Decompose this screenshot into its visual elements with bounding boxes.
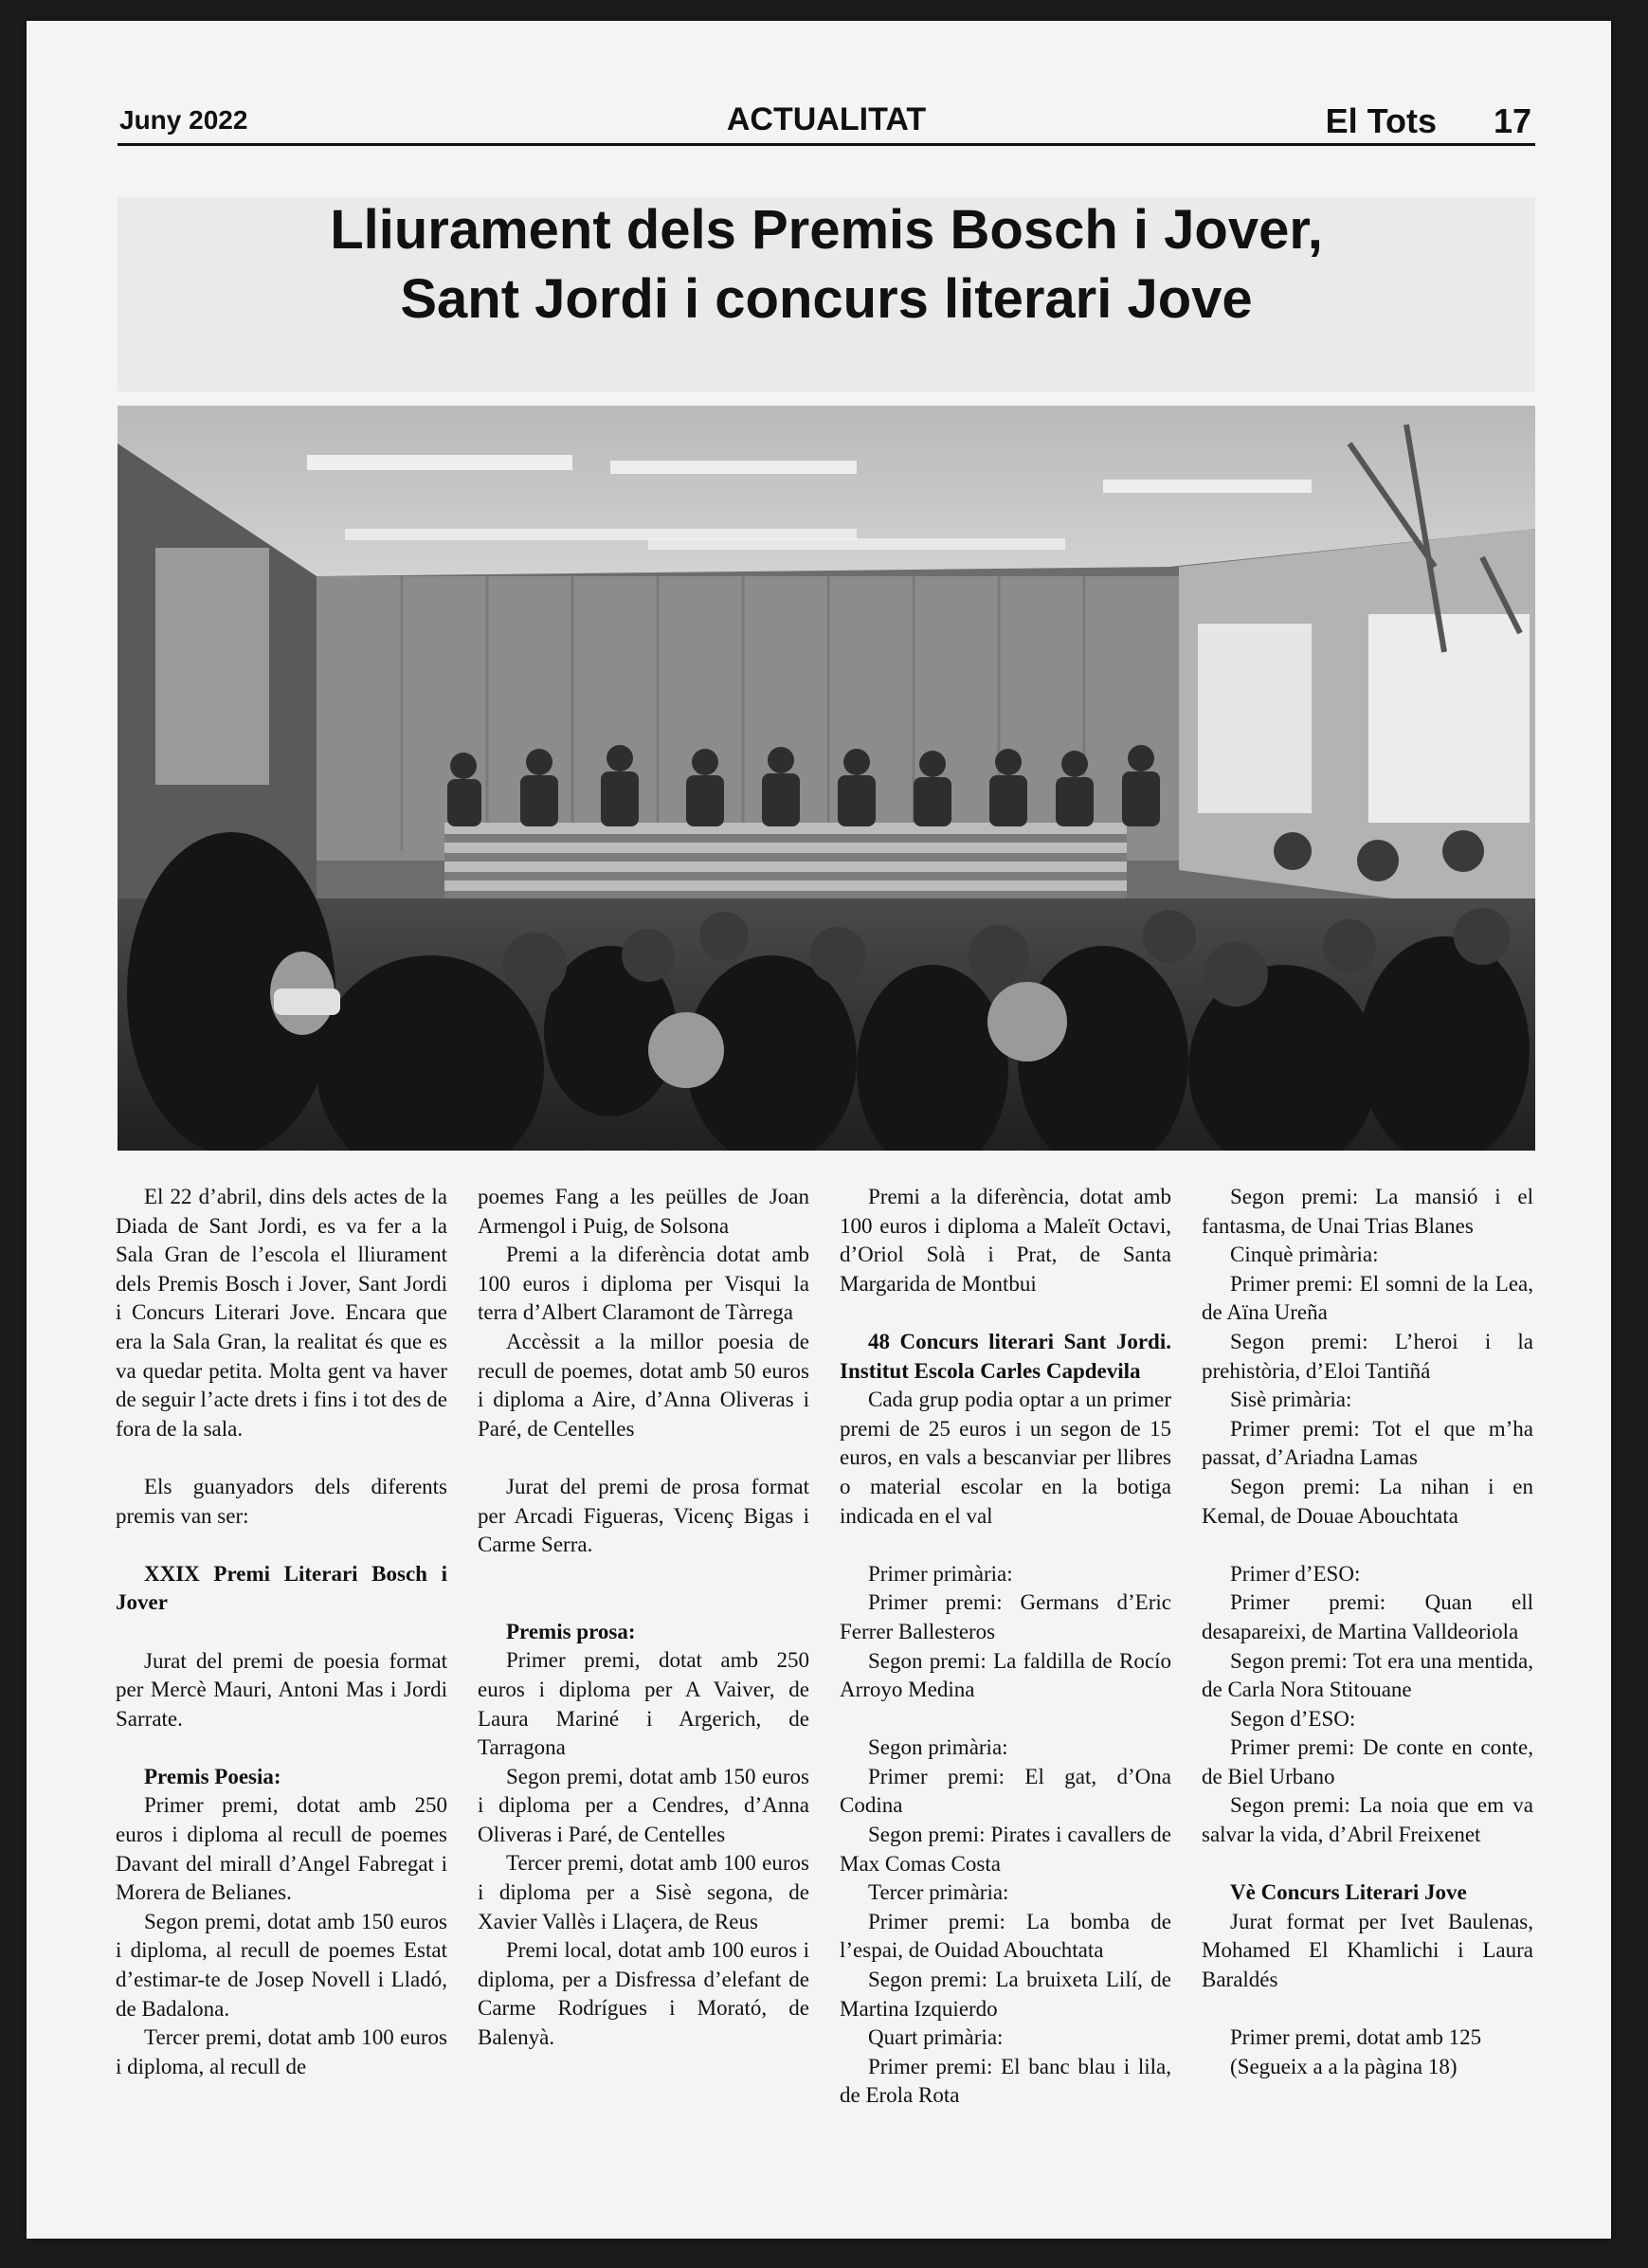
article-title <box>118 195 1535 334</box>
paragraph: Jurat del premi de poesia format per Mercè Mauri, Antoni Mas i Jordi Sarrate. <box>116 1648 447 1731</box>
winners-intro: Els guanyadors dels diferents premis van ser: <box>116 1474 447 1528</box>
paragraph: Premi a la diferència dotat amb 100 euros i diploma per Visqui la terra d’Albert Claramont de Tàrrega <box>478 1243 809 1325</box>
list-item: Primer primària: <box>868 1561 1013 1586</box>
section-name: ACTUALITAT <box>726 101 927 137</box>
list-item: Segon premi: La noia que em va salvar la vida, d’Abril Freixenet <box>1202 1793 1533 1847</box>
list-item: Primer premi: Tot el que m’ha passat, d’Ariadna Lamas <box>1202 1416 1533 1470</box>
article-body <box>116 1183 1537 2178</box>
intro-paragraph: El 22 d’abril, dins dels actes de la Diada de Sant Jordi, es va fer a la Sala Gran de l’escola el lliurament dels Premis Bosch i Jover, Sant Jordi i Concurs Literari Jove. Encara que era la Sala Gran, la realitat és que es va quedar petita. Molta gent va haver de seguir l’acte drets i fins i tot des de fora de la sala. <box>116 1185 447 1441</box>
paragraph: poemes Fang a les peülles de Joan Armengol i Puig, de Solsona <box>478 1185 809 1238</box>
paragraph: Primer premi, dotat amb 125 <box>1230 2025 1482 2050</box>
list-item: Primer premi: El banc blau i lila, de Erola Rota <box>840 2054 1171 2108</box>
list-item: Segon premi: La faldilla de Rocío Arroyo Medina <box>840 1648 1171 1702</box>
list-item: Cinquè primària: <box>1230 1243 1379 1267</box>
paragraph: Premi a la diferència, dotat amb 100 euros i diploma a Maleït Octavi, d’Oriol Solà i Prat, de Santa Margarida de Montbui <box>840 1185 1171 1296</box>
list-item: Primer d’ESO: <box>1230 1561 1361 1586</box>
page-header <box>118 101 1535 146</box>
paragraph: Accèssit a la millor poesia de recull de poemes, dotat amb 50 euros i diploma a Aire, d’Anna Oliveras i Paré, de Centelles <box>478 1329 809 1441</box>
paragraph: Segon premi, dotat amb 150 euros i diploma, al recull de poemes Estat d’estimar-te de Josep Novell i Lladó, de Badalona. <box>116 1909 447 2021</box>
list-item: Quart primària: <box>868 2025 1004 2050</box>
section-heading: XXIX Premi Literari Bosch i Jover <box>116 1561 447 1615</box>
list-item: Segon premi: Tot era una mentida, de Carla Nora Stitouane <box>1202 1648 1533 1702</box>
continuation-note: (Segueix a a la pàgina 18) <box>1230 2054 1458 2078</box>
paragraph: Primer premi, dotat amb 250 euros i diploma al recull de poemes Davant del mirall d’Angel Fabregat i Morera de Belianes. <box>116 1793 447 1905</box>
list-item: Segon premi: L’heroi i la prehistòria, d’Eloi Tantiñá <box>1202 1329 1533 1383</box>
list-item: Segon d’ESO: <box>1230 1706 1356 1731</box>
text-column-3 <box>840 1183 1171 2111</box>
issue-date: Juny 2022 <box>119 105 248 135</box>
list-item: Primer premi: El gat, d’Ona Codina <box>840 1764 1171 1818</box>
section-heading: Premis prosa: <box>506 1619 636 1643</box>
section-heading: 48 Concurs literari Sant Jordi. Institut Escola Carles Capdevila <box>840 1329 1171 1383</box>
paragraph: Tercer premi, dotat amb 100 euros i diploma per a Sisè segona, de Xavier Vallès i Llaçera, de Reus <box>478 1851 809 1933</box>
text-column-1 <box>116 1183 447 2081</box>
list-item: Sisè primària: <box>1230 1388 1352 1412</box>
award-ceremony-photo <box>118 406 1535 1151</box>
article-title-line-2: Sant Jordi i concurs literari Jove <box>400 268 1253 330</box>
section-heading: Premis Poesia: <box>144 1764 281 1788</box>
article-photo <box>118 406 1535 1151</box>
list-item: Primer premi: El somni de la Lea, de Aïna Ureña <box>1202 1271 1533 1325</box>
paragraph: Tercer premi, dotat amb 100 euros i diploma, al recull de <box>116 2025 447 2078</box>
list-item: Segon premi: La nihan i en Kemal, de Douae Abouchtata <box>1202 1474 1533 1528</box>
section-heading: Vè Concurs Literari Jove <box>1230 1880 1467 1905</box>
paragraph: Premi local, dotat amb 100 euros i diploma, per a Disfressa d’elefant de Carme Rodrígues i Morató, de Balenyà. <box>478 1938 809 2050</box>
paragraph: Jurat del premi de prosa format per Arcadi Figueras, Vicenç Bigas i Carme Serra. <box>478 1474 809 1557</box>
list-item: Segon premi: Pirates i cavallers de Max Comas Costa <box>840 1823 1171 1876</box>
list-item: Segon premi: La bruixeta Lilí, de Martina Izquierdo <box>840 1968 1171 2021</box>
publication-name: El Tots <box>1325 101 1437 140</box>
paragraph: Cada grup podia optar a un primer premi de 25 euros i un segon de 15 euros, en vals a bescanviar per llibres o material escolar en la botiga indicada en el val <box>840 1388 1171 1528</box>
list-item: Tercer primària: <box>868 1880 1009 1905</box>
paragraph: Jurat format per Ivet Baulenas, Mohamed El Khamlichi i Laura Baraldés <box>1202 1909 1533 1992</box>
list-item: Segon primària: <box>868 1735 1008 1760</box>
list-item: Segon premi: La mansió i el fantasma, de Unai Trias Blanes <box>1202 1185 1533 1238</box>
paragraph: Primer premi, dotat amb 250 euros i diploma per A Vaiver, de Laura Mariné i Argerich, de Tarragona <box>478 1648 809 1760</box>
page-number: 17 <box>1493 101 1531 140</box>
text-column-2 <box>478 1183 809 2053</box>
article-title-line-1: Lliurament dels Premis Bosch i Jover, <box>330 199 1323 261</box>
paragraph: Segon premi, dotat amb 150 euros i diploma per a Cendres, d’Anna Oliveras i Paré, de Centelles <box>478 1764 809 1846</box>
list-item: Primer premi: Germans d’Eric Ferrer Ballesteros <box>840 1590 1171 1643</box>
list-item: Primer premi: Quan ell desapareixi, de Martina Valldeoriola <box>1202 1590 1533 1643</box>
text-column-4 <box>1202 1183 1533 2081</box>
list-item: Primer premi: La bomba de l’espai, de Ouidad Abouchtata <box>840 1909 1171 1963</box>
list-item: Primer premi: De conte en conte, de Biel Urbano <box>1202 1735 1533 1788</box>
